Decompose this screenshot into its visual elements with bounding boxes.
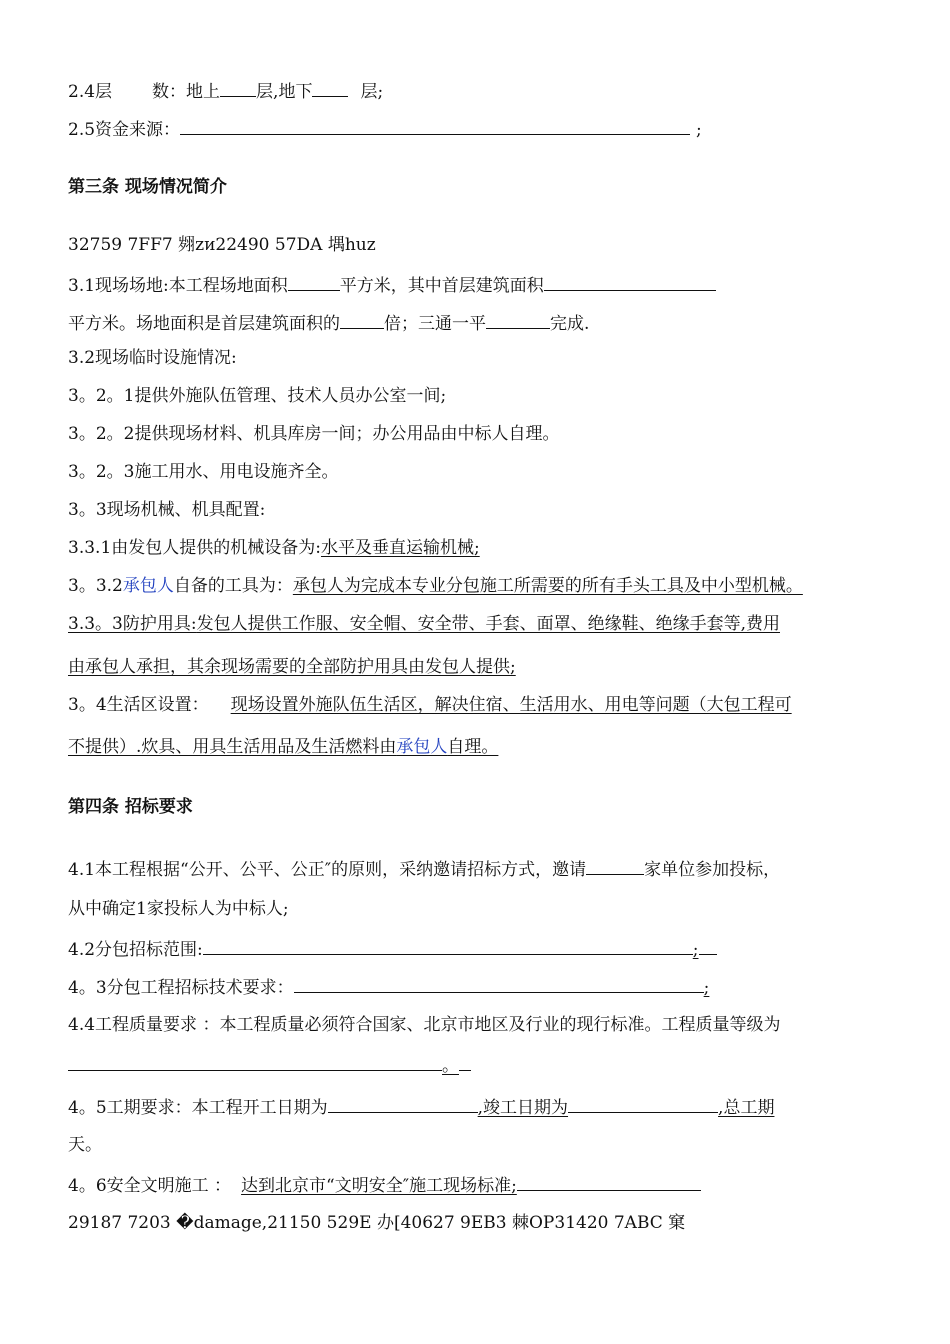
line-3-3-2: 3。3.2承包人自备的工具为：承包人为完成本专业分包施工所需要的所有手头工具及中小型机械。 xyxy=(68,576,803,596)
line-3-2-1: 3。2。1提供外施队伍管理、技术人员办公室一间; xyxy=(68,386,447,406)
line-4-1: 4.1本工程根据“公开、公平、公正″的原则，采纳邀请招标方式，邀请 家单位参加投标， xyxy=(68,856,780,881)
line-4-5: 4。5工期要求：本工程开工日期为 ,竣工日期为 ,总工期 xyxy=(68,1094,774,1119)
section-3-heading: 第三条 现场情况简介 xyxy=(68,177,227,197)
contractor-link[interactable]: 承包人 xyxy=(122,576,174,596)
line-4-4-cont: 。 xyxy=(68,1052,471,1077)
start-date-blank[interactable] xyxy=(328,1094,478,1113)
line-3-4-cont: 不提供）.炊具、用具生活用品及生活燃料由承包人自理。 xyxy=(68,737,499,757)
line-4-1-cont: 从中确定1家投标人为中标人; xyxy=(68,899,289,919)
line-3-1-cont: 平方米。场地面积是首层建筑面积的 倍；三通一平 完成. xyxy=(68,310,589,335)
three-supplies-blank[interactable] xyxy=(486,310,550,329)
line-3-1: 3.1现场场地:本工程场地面积 平方米，其中首层建筑面积 xyxy=(68,272,716,297)
floors-above-blank[interactable] xyxy=(220,78,256,97)
line-4-3: 4。3分包工程招标技术要求： ; xyxy=(68,974,709,999)
site-area-blank[interactable] xyxy=(288,272,340,291)
line-4-2: 4.2分包招标范围: ; xyxy=(68,936,717,961)
section-3-code-line: 32759 7FF7 翙zᴎ22490 57DA 堣huz xyxy=(68,235,376,255)
contractor-link-2[interactable]: 承包人 xyxy=(396,737,448,757)
line-3-3-3-cont: 由承包人承担，其余现场需要的全部防护用具由发包人提供; xyxy=(68,657,516,677)
line-4-5-cont: 天。 xyxy=(68,1135,102,1155)
line-4-6: 4。6安全文明施工 ： 达到北京市“文明安全″施工现场标准; xyxy=(68,1172,701,1197)
line-3-3-1: 3.3.1由发包人提供的机械设备为:水平及垂直运输机械; xyxy=(68,538,480,558)
section-4-code-line: 29187 7203 �damage,21150 529E 办[40627 9EB3 棘OP31420 7ABC 窠 xyxy=(68,1213,686,1233)
line-2-5-funds: 2.5资金来源： ; xyxy=(68,116,702,141)
line-2-4-floors: 2.4层 数：地上 层,地下 层; xyxy=(68,78,383,103)
line-3-4: 3。4生活区设置： 现场设置外施队伍生活区，解决住宿、生活用水、用电等问题（大包工程可 xyxy=(68,695,792,715)
scope-blank[interactable] xyxy=(203,936,693,955)
line-4-4: 4.4工程质量要求 ：本工程质量必须符合国家、北京市地区及行业的现行标准。工程质量等级为 xyxy=(68,1015,781,1035)
quality-grade-blank[interactable] xyxy=(68,1052,442,1071)
line-3-2: 3.2现场临时设施情况: xyxy=(68,348,237,368)
section-4-heading: 第四条 招标要求 xyxy=(68,797,193,817)
completion-date-blank[interactable] xyxy=(568,1094,718,1113)
tech-req-blank[interactable] xyxy=(294,974,704,993)
first-floor-area-blank[interactable] xyxy=(544,272,716,291)
line-3-2-3: 3。2。3施工用水、用电设施齐全。 xyxy=(68,462,339,482)
safety-blank[interactable] xyxy=(517,1172,701,1191)
floors-below-blank[interactable] xyxy=(312,78,348,97)
ratio-blank[interactable] xyxy=(340,310,384,329)
line-3-3-3: 3.3。3防护用具:发包人提供工作服、安全帽、安全带、手套、面罩、绝缘鞋、绝缘手套等,费用 xyxy=(68,614,780,634)
funds-blank[interactable] xyxy=(180,116,690,135)
line-3-2-2: 3。2。2提供现场材料、机具库房一间；办公用品由中标人自理。 xyxy=(68,424,560,444)
line-3-3: 3。3现场机械、机具配置: xyxy=(68,500,266,520)
bidder-count-blank[interactable] xyxy=(586,856,644,875)
